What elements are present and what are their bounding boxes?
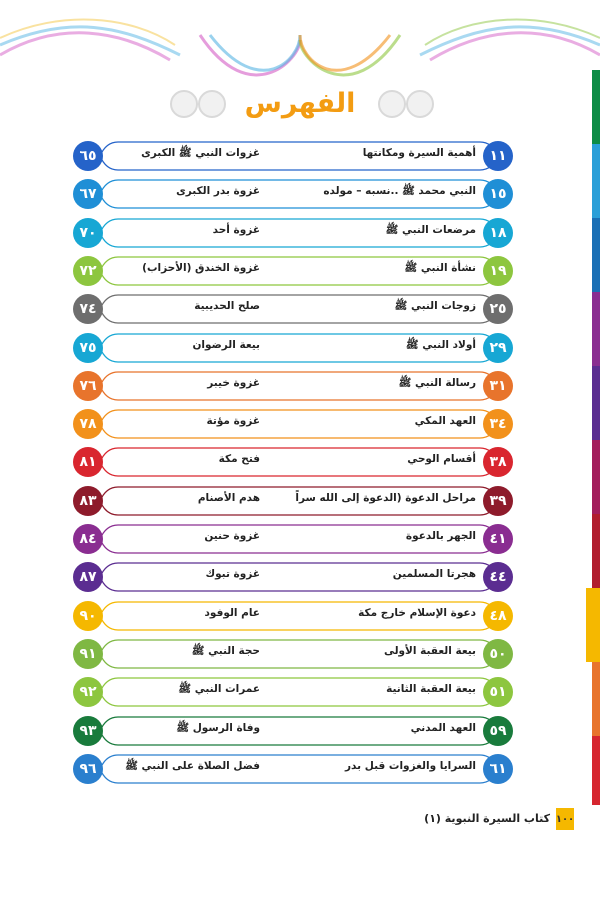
toc-page-badge: ٩٣ — [73, 716, 103, 746]
toc-entry-title: فتح مكة — [218, 453, 260, 466]
toc-entry-title: غزوة الخندق (الأحزاب) — [142, 261, 260, 274]
toc-entry-title: غزوة أحد — [212, 223, 260, 236]
toc-entry-title: بيعة العقبة الأولى — [383, 644, 476, 657]
page-number: ١٠٠ — [556, 808, 574, 830]
toc-entry-title: دعوة الإسلام خارج مكة — [358, 606, 476, 619]
toc-row — [0, 712, 600, 750]
toc-entry-title: غزوة تبوك — [205, 568, 260, 581]
toc-page-badge: ٤١ — [483, 524, 513, 554]
toc-page-badge: ١١ — [483, 141, 513, 171]
toc-entry-title: زوجات النبي ﷺ — [394, 300, 476, 313]
toc-page-badge: ٧٢ — [73, 256, 103, 286]
toc-entry-title: حجة النبي ﷺ — [191, 644, 260, 657]
toc-page-badge: ٤٤ — [483, 562, 513, 592]
toc-page-badge: ٧٦ — [73, 371, 103, 401]
toc-entry-title: فضل الصلاة على النبي ﷺ — [125, 759, 260, 772]
toc-row — [0, 367, 600, 405]
toc-page-badge: ٥٠ — [483, 639, 513, 669]
toc-page-badge: ٣٤ — [483, 409, 513, 439]
toc-page-badge: ٥٩ — [483, 716, 513, 746]
toc-entry-title: هدم الأصنام — [197, 491, 260, 504]
toc-page-badge: ٧٥ — [73, 333, 103, 363]
toc-row — [0, 175, 600, 213]
toc-page-badge: ٨١ — [73, 447, 103, 477]
toc-row — [0, 750, 600, 788]
toc-entry-title: غزوة مؤتة — [206, 415, 260, 428]
toc-page-badge: ٣٨ — [483, 447, 513, 477]
toc-entry-title: أقسام الوحي — [407, 453, 476, 466]
toc-page-badge: ٨٣ — [73, 486, 103, 516]
toc-row — [0, 673, 600, 711]
toc-page-badge: ٣٩ — [483, 486, 513, 516]
toc-entry-title: صلح الحديبية — [194, 300, 260, 313]
toc-page-badge: ٧٤ — [73, 294, 103, 324]
toc-page-badge: ٦٥ — [73, 141, 103, 171]
toc-entry-title: عمرات النبي ﷺ — [178, 683, 260, 696]
toc-row — [0, 635, 600, 673]
toc-entry-title: غزوة حنين — [204, 530, 260, 542]
title-container — [0, 83, 600, 123]
book-title: كتاب السيرة النبوية (١) — [424, 812, 550, 825]
toc-page-badge: ١٥ — [483, 179, 513, 209]
toc-entry-title: رسالة النبي ﷺ — [398, 376, 476, 389]
toc-row — [0, 252, 600, 290]
toc-page-badge: ٢٥ — [483, 294, 513, 324]
toc-entry-title: العهد المكي — [414, 415, 476, 428]
toc-row — [0, 290, 600, 328]
toc-page-badge: ٢٩ — [483, 333, 513, 363]
toc-row — [0, 405, 600, 443]
toc-entry-title: بيعة العقبة الثانية — [386, 683, 476, 696]
toc-page-badge: ٧٠ — [73, 218, 103, 248]
toc-page-badge: ٤٨ — [483, 601, 513, 631]
toc-page-badge: ٥١ — [483, 677, 513, 707]
toc-page-badge: ١٨ — [483, 218, 513, 248]
toc-entry-title: أولاد النبي ﷺ — [405, 338, 476, 351]
toc-page-badge: ٨٧ — [73, 562, 103, 592]
toc-page-badge: ٦١ — [483, 754, 513, 784]
toc-entry-title: العهد المدني — [410, 721, 476, 734]
toc-page-badge: ٣١ — [483, 371, 513, 401]
toc-entry-title: غزوة بدر الكبرى — [176, 185, 260, 198]
toc-entry-title: النبي محمد ﷺ ..نسبه – مولده — [323, 185, 476, 198]
toc-page-badge: ١٩ — [483, 256, 513, 286]
toc-entry-title: غزوة خيبر — [207, 376, 260, 389]
toc-page-badge: ٨٤ — [73, 524, 103, 554]
toc-page-badge: ٦٧ — [73, 179, 103, 209]
toc-entry-title: مراحل الدعوة (الدعوة إلى الله سراً — [295, 491, 476, 504]
toc-page-badge: ٧٨ — [73, 409, 103, 439]
toc-entry-title: الجهر بالدعوة — [405, 530, 476, 542]
toc-row — [0, 443, 600, 481]
toc-entry-title: هجرتا المسلمين — [392, 568, 476, 581]
toc-entry-title: السرايا والغزوات قبل بدر — [345, 759, 476, 772]
toc-entry-title: مرضعات النبي ﷺ — [385, 223, 476, 236]
page-title: الفهرس — [227, 88, 374, 119]
toc-entry-title: نشأة النبي ﷺ — [404, 261, 476, 274]
toc-row — [0, 329, 600, 367]
page-footer — [0, 808, 600, 838]
toc-row — [0, 558, 600, 596]
toc-entry-title: وفاة الرسول ﷺ — [176, 721, 260, 734]
toc-page-badge: ٩٢ — [73, 677, 103, 707]
toc-row — [0, 520, 600, 558]
toc-entry-title: أهمية السيرة ومكانتها — [362, 147, 476, 159]
toc-entry-title: غزوات النبي ﷺ الكبرى — [141, 147, 260, 159]
toc-page-badge: ٩١ — [73, 639, 103, 669]
toc-page-badge: ٩٠ — [73, 601, 103, 631]
toc-row — [0, 482, 600, 520]
toc-row — [0, 214, 600, 252]
toc-entry-title: بيعة الرضوان — [192, 338, 260, 351]
toc-row — [0, 597, 600, 635]
toc-page-badge: ٩٦ — [73, 754, 103, 784]
toc-entry-title: عام الوفود — [204, 606, 260, 619]
toc-row — [0, 137, 600, 175]
